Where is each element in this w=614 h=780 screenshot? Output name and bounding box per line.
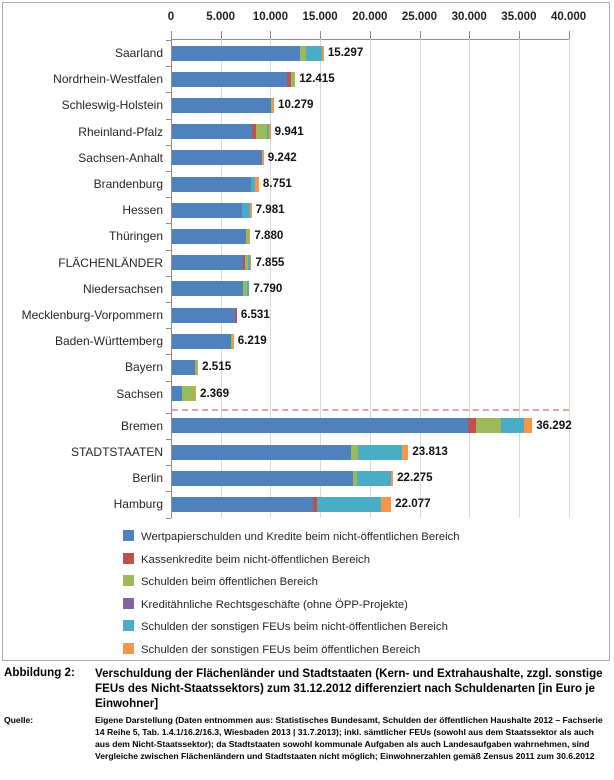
value-label: 22.275 xyxy=(397,471,433,485)
bar-segment xyxy=(468,418,476,433)
category-tick xyxy=(166,328,171,329)
bar-segment xyxy=(172,46,300,61)
value-label: 2.515 xyxy=(202,360,232,374)
category-label: Rheinland-Pfalz xyxy=(78,124,163,139)
category-label: Hamburg xyxy=(113,497,163,512)
x-axis-tick-label: 0 xyxy=(167,11,175,23)
stacked-bar xyxy=(172,334,234,349)
bar-row xyxy=(3,197,607,223)
figure-label: Abbildung 2: xyxy=(4,666,75,679)
value-label: 7.790 xyxy=(253,281,283,295)
bar-row xyxy=(3,223,607,249)
bar-row xyxy=(3,119,607,145)
bar-segment xyxy=(172,98,271,113)
value-label: 7.981 xyxy=(255,203,285,217)
category-tick xyxy=(166,66,171,67)
category-tick xyxy=(166,145,171,146)
bar-segment xyxy=(172,229,246,244)
legend-label: Schulden der sonstigen FEUs beim nicht-öffentlichen Bereich xyxy=(141,621,448,634)
category-label: Sachsen xyxy=(116,386,163,401)
bar-segment xyxy=(172,497,313,512)
source-text: Eigene Darstellung (Daten entnommen aus: Statistisches Bundesamt, Schulden der öffentlichen Haushalte 2012 – Fachserie 14 Reihe 5, Tab. 1.4.1/16.2/16.3, Wiesbaden 2013 | 31.7.2013); inkl. sämtlicher FEUs (sowohl aus dem Staatssektor als auch aus dem Nicht-Staatssektor); da Stadtstaaten sowohl kommunale Aufgaben als auch Landesaufgaben wahrnehmen, sind Vergleiche zwischen Flächenländern und Stadtstaaten nicht möglich; Einwohnerzahlen gemäß Zensus 2011 zum 30.6.2012 xyxy=(95,715,603,762)
bar-row xyxy=(3,413,607,439)
bar-segment xyxy=(172,360,195,375)
bar-row xyxy=(3,439,607,465)
stacked-bar xyxy=(172,150,264,165)
category-label: Mecklenburg-Vorpommern xyxy=(21,308,163,322)
stacked-bar xyxy=(172,497,391,512)
bar-segment xyxy=(256,124,266,139)
x-axis-tick-label: 5.000 xyxy=(206,11,236,23)
bar-segment xyxy=(172,177,251,192)
category-tick xyxy=(166,491,171,492)
value-label: 12.415 xyxy=(299,72,335,86)
legend-swatch xyxy=(123,598,134,609)
bar-segment xyxy=(235,308,237,323)
figure-title: Verschuldung der Flächenländer und Stadtstaaten (Kern- und Extrahaushalte, zzgl. sonstige FEUs des Nicht-Staatssektors) zum 31.12.2012 differenziert nach Schuldenarten [in Euro je Einwohner] xyxy=(95,667,603,711)
category-tick xyxy=(166,381,171,382)
bar-segment xyxy=(195,386,197,401)
x-axis-tick-label: 25.000 xyxy=(401,11,438,23)
value-label: 36.292 xyxy=(536,418,572,432)
bar-row xyxy=(3,276,607,302)
separator-line xyxy=(172,409,569,411)
value-label: 23.813 xyxy=(412,445,448,458)
source-label: Quelle: xyxy=(4,715,34,725)
bar-segment xyxy=(255,177,258,192)
bar-segment xyxy=(391,471,393,486)
legend-item xyxy=(123,527,460,541)
legend-label: Schulden beim öffentlichen Bereich xyxy=(141,576,318,589)
stacked-bar xyxy=(172,98,274,113)
stacked-bar xyxy=(172,72,295,87)
bar-row xyxy=(3,302,607,328)
stacked-bar xyxy=(172,124,271,139)
category-tick xyxy=(166,413,171,414)
bar-segment xyxy=(272,98,274,113)
bar-segment xyxy=(501,418,525,433)
bar-segment xyxy=(351,445,358,460)
bar-segment xyxy=(291,72,295,87)
bar-segment xyxy=(381,497,391,512)
stacked-bar xyxy=(172,229,250,244)
stacked-bar xyxy=(172,203,252,218)
category-label: Saarland xyxy=(114,46,163,60)
legend-item xyxy=(123,640,420,654)
category-label: Sachsen-Anhalt xyxy=(78,150,163,165)
bar-segment xyxy=(172,445,351,460)
bar-segment xyxy=(232,334,234,349)
stacked-bar xyxy=(172,445,408,460)
stacked-bar xyxy=(172,360,198,375)
bar-segment xyxy=(322,46,324,61)
category-label: FLÄCHENLÄNDER xyxy=(58,255,163,270)
category-tick xyxy=(166,92,171,93)
bar-rows xyxy=(3,40,607,526)
category-tick xyxy=(166,197,171,198)
bar-segment xyxy=(182,386,195,401)
bar-row xyxy=(3,145,607,171)
legend-swatch xyxy=(123,575,134,586)
bar-row xyxy=(3,491,607,517)
category-label: Thüringen xyxy=(108,229,163,244)
value-label: 9.242 xyxy=(267,150,297,164)
chart-area xyxy=(2,2,610,661)
category-tick xyxy=(166,250,171,251)
x-axis-tick-label: 30.000 xyxy=(451,11,487,23)
stacked-bar xyxy=(172,255,251,270)
bar-segment xyxy=(172,124,252,139)
legend-swatch xyxy=(123,530,134,541)
category-label: Nordrhein-Westfalen xyxy=(53,72,163,87)
legend-item xyxy=(123,572,318,589)
bar-segment xyxy=(402,445,409,460)
bar-row xyxy=(3,250,607,276)
value-label: 6.531 xyxy=(240,308,270,321)
category-tick xyxy=(166,465,171,466)
bar-segment xyxy=(358,445,401,460)
category-tick xyxy=(166,223,171,224)
bar-segment xyxy=(242,203,250,218)
value-label: 22.077 xyxy=(395,497,431,511)
value-label: 9.941 xyxy=(274,124,304,138)
bar-row xyxy=(3,40,607,66)
bar-segment xyxy=(269,124,271,139)
stacked-bar xyxy=(172,418,532,433)
x-axis-tick-label: 20.000 xyxy=(352,11,388,23)
legend-swatch xyxy=(123,643,134,654)
value-label: 15.297 xyxy=(327,46,364,59)
legend-swatch xyxy=(123,553,134,564)
bar-segment xyxy=(172,281,243,296)
value-label: 7.855 xyxy=(255,255,285,269)
bar-segment xyxy=(250,203,252,218)
value-label: 6.219 xyxy=(237,334,267,348)
x-axis-tick-label: 35.000 xyxy=(501,11,537,23)
category-tick xyxy=(166,354,171,355)
category-tick xyxy=(166,40,171,41)
legend-label: Kreditähnliche Rechtsgeschäfte (ohne ÖPP-Projekte) xyxy=(141,598,408,611)
bar-segment xyxy=(172,386,182,401)
bar-segment xyxy=(524,418,532,433)
bar-row xyxy=(3,92,607,118)
category-label: Berlin xyxy=(132,471,163,486)
bar-row xyxy=(3,381,607,407)
x-axis-tick-label: 15.000 xyxy=(302,11,338,23)
stacked-bar xyxy=(172,471,393,486)
bar-segment xyxy=(262,150,264,165)
bar-segment xyxy=(317,497,381,512)
stacked-bar xyxy=(172,308,237,323)
bar-segment xyxy=(306,46,322,61)
x-axis-tick-label: 40.000 xyxy=(551,11,587,23)
category-tick xyxy=(166,276,171,277)
legend-label: Wertpapierschulden und Kredite beim nicht-öffentlichen Bereich xyxy=(141,531,460,543)
category-label: STADTSTAATEN xyxy=(70,445,163,459)
category-tick xyxy=(166,119,171,120)
bar-segment xyxy=(172,72,287,87)
category-tick xyxy=(166,518,171,519)
value-label: 2.369 xyxy=(200,386,230,400)
bar-segment xyxy=(172,418,468,433)
category-label: Hessen xyxy=(122,203,163,218)
bar-segment xyxy=(249,229,251,244)
category-label: Bremen xyxy=(120,418,163,433)
bar-segment xyxy=(357,471,391,486)
bar-segment xyxy=(172,308,235,323)
category-tick xyxy=(166,171,171,172)
legend-item xyxy=(123,617,448,634)
category-label: Niedersachsen xyxy=(82,281,163,296)
bar-segment xyxy=(172,471,353,486)
bar-row xyxy=(3,171,607,197)
bar-segment xyxy=(172,150,262,165)
value-label: 10.279 xyxy=(278,98,314,112)
value-label: 7.880 xyxy=(254,229,284,243)
legend-label: Kassenkredite beim nicht-öffentlichen Bereich xyxy=(141,553,370,566)
category-tick xyxy=(166,439,171,440)
value-label: 8.751 xyxy=(262,177,292,190)
bar-segment xyxy=(476,418,501,433)
bar-segment xyxy=(172,334,231,349)
category-label: Brandenburg xyxy=(93,177,163,191)
category-tick xyxy=(166,302,171,303)
bar-segment xyxy=(247,281,250,296)
bar-segment xyxy=(172,203,242,218)
bar-row xyxy=(3,328,607,354)
bar-row xyxy=(3,354,607,380)
legend-swatch xyxy=(123,620,134,631)
bar-row xyxy=(3,66,607,92)
legend-item xyxy=(123,550,370,564)
stacked-bar xyxy=(172,281,249,296)
category-label: Baden-Württemberg xyxy=(54,334,163,349)
stacked-bar xyxy=(172,177,259,192)
category-label: Bayern xyxy=(124,360,163,375)
bar-row xyxy=(3,465,607,491)
category-label: Schleswig-Holstein xyxy=(61,98,163,113)
x-axis-tick-label: 10.000 xyxy=(252,11,288,23)
bar-segment xyxy=(197,360,199,375)
legend-label: Schulden der sonstigen FEUs beim öffentlichen Bereich xyxy=(141,644,421,656)
legend-item xyxy=(123,595,408,609)
stacked-bar xyxy=(172,386,196,401)
bar-segment xyxy=(250,255,252,270)
stacked-bar xyxy=(172,46,324,61)
bar-segment xyxy=(172,255,243,270)
